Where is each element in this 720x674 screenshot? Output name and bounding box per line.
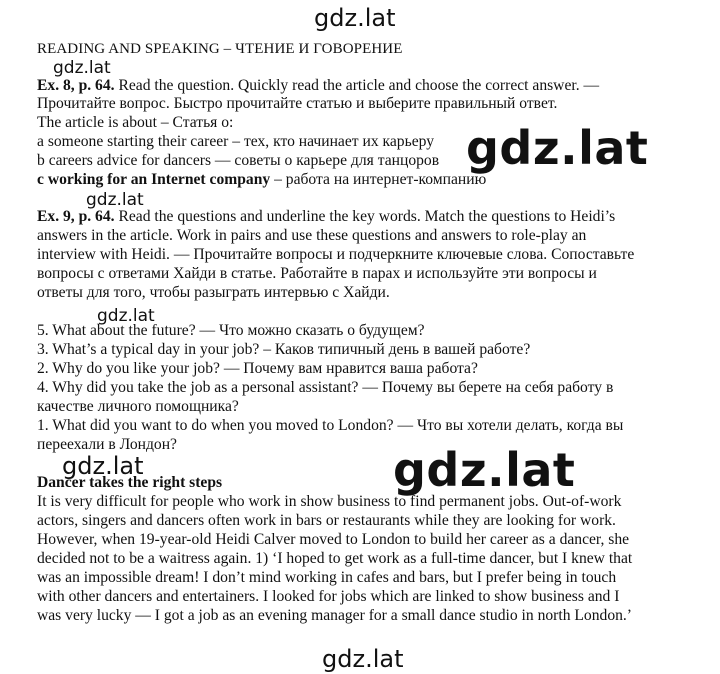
ex8-line-3: The article is about – Статья о: [37,114,234,131]
article-line: with other dancers and entertainers. I looked for jobs which are linked to show business and I [37,588,620,605]
article-line: decided not to be a waitress again. 1) ‘I hoped to get work as a full-time dancer, but I knew that [37,550,633,567]
answer-line: 3. What’s a typical day in your job? – Каков типичный день в вашей работе? [37,341,531,358]
article-line: However, when 19-year-old Heidi Calver moved to London to build her career as a dancer, she [37,531,630,548]
ex9-line-3: interview with Heidi. — Прочитайте вопросы и подчеркните ключевые слова. Сопоставьте [37,246,635,263]
answer-line: качестве личного помощника? [37,398,239,415]
ex8-option-b: b careers advice for dancers — советы о карьере для танцоров [37,152,440,169]
ex8-line-2: Прочитайте вопрос. Быстро прочитайте статью и выберите правильный ответ. [37,95,558,112]
watermark-left-3: gdz.lat [97,306,155,326]
watermark-big-1: gdz.lat [466,121,649,175]
answer-line: переехали в Лондон? [37,436,177,453]
watermark-left-4: gdz.lat [62,452,144,480]
article-line: was very lucky — I got a job as an evening manager for a small dance studio in north London.’ [37,607,632,624]
answer-line: 5. What about the future? — Что можно сказать о будущем? [37,322,425,339]
article-line: was an impossible dream! I don’t mind working in cafes and bars, but I prefer being in touch [37,569,617,586]
answer-line: 2. Why do you like your job? — Почему вам нравится ваша работа? [37,360,478,377]
ex8-instructions: Read the question. Quickly read the article and choose the correct answer. — [114,77,600,94]
answer-line: 1. What did you want to do when you moved to London? — Что вы хотели делать, когда вы [37,417,624,434]
watermark-bottom: gdz.lat [322,645,404,673]
article-title: Dancer takes the right steps [37,474,223,491]
ex8-option-c-translation: – работа на интернет-компанию [270,171,487,188]
ex8-option-c-answer: c working for an Internet company [37,171,271,188]
watermark-big-2: gdz.lat [393,443,576,497]
article-line: It is very difficult for people who work in show business to find permanent jobs. Out-of-work [37,493,622,510]
ex8-ref: Ex. 8, p. 64. [37,77,115,94]
ex8-option-c [37,171,486,189]
watermark-top: gdz.lat [314,4,396,32]
ex9-ref: Ex. 9, p. 64. [37,208,115,225]
ex9-line-5: ответы для того, чтобы разыграть интервью с Хайди. [37,284,390,301]
ex9-line-2: answers in the article. Work in pairs and use these questions and answers to role-play an [37,227,587,244]
section-heading: READING AND SPEAKING – ЧТЕНИЕ И ГОВОРЕНИЕ [37,41,403,57]
article-line: actors, singers and dancers often work in bars or restaurants while they are looking for work. [37,512,616,529]
answer-line: 4. Why did you take the job as a personal assistant? — Почему вы берете на себя работу в [37,379,614,396]
watermark-left-2: gdz.lat [86,190,144,210]
watermark-left-1: gdz.lat [53,58,111,78]
ex8-option-a: a someone starting their career – тех, кто начинает их карьеру [37,133,435,150]
ex9-instructions: Read the questions and underline the key words. Match the questions to Heidi’s [114,208,616,225]
ex9-line-1 [37,208,615,226]
ex9-line-4: вопросы с ответами Хайди в статье. Работайте в парах и используйте эти вопросы и [37,265,597,282]
ex8-line-1 [37,77,599,95]
